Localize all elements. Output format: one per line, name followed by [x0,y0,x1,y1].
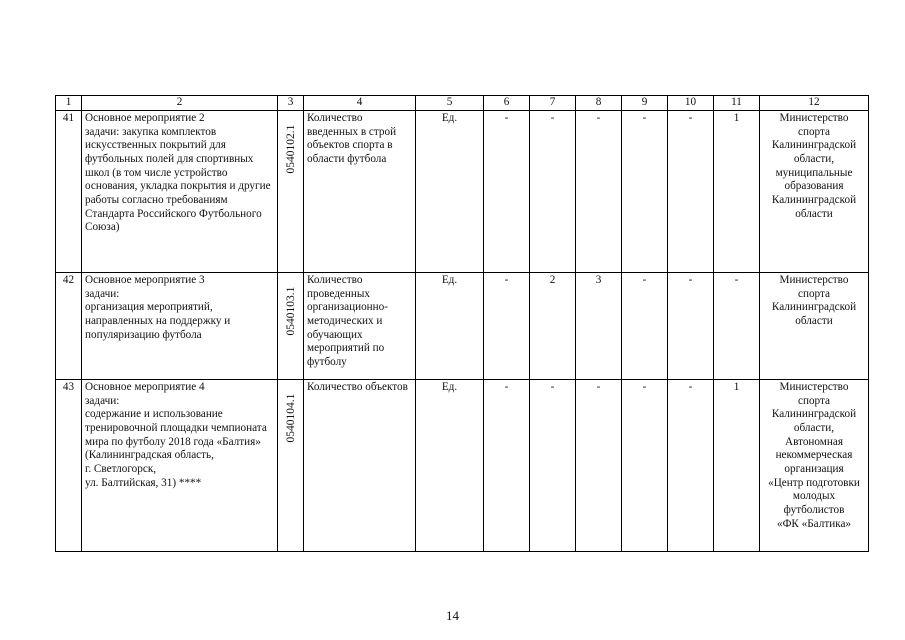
value-col-7: 2 [530,273,576,380]
responsible-executor: Министерство спорта Калининградской области, Автономная некоммерческая организация «Центр подготовки молодых футболистов «ФК «Балтика» [760,380,869,552]
page-number: 14 [446,608,459,623]
header-col-1: 1 [56,96,82,111]
value-col-9: - [622,273,668,380]
header-col-4: 4 [304,96,416,111]
header-col-12: 12 [760,96,869,111]
value-col-8: 3 [576,273,622,380]
value-col-6: - [484,380,530,552]
value-col-6: - [484,273,530,380]
header-col-10: 10 [668,96,714,111]
value-col-6: - [484,111,530,273]
unit: Ед. [416,380,484,552]
value-col-7: - [530,111,576,273]
budget-code: 0540103.1 [284,286,297,336]
header-col-6: 6 [484,96,530,111]
value-col-10: - [668,380,714,552]
header-col-3: 3 [278,96,304,111]
responsible-executor: Министерство спорта Калининградской области [760,273,869,380]
value-col-7: - [530,380,576,552]
value-col-8: - [576,111,622,273]
indicator-name: Количество введенных в строй объектов спорта в области футбола [304,111,416,273]
table-row [56,380,869,552]
value-col-10: - [668,111,714,273]
table-row [56,111,869,273]
header-col-11: 11 [714,96,760,111]
header-row [56,96,869,111]
budget-code-cell [278,273,304,380]
value-col-11: 1 [714,380,760,552]
unit: Ед. [416,273,484,380]
header-col-2: 2 [82,96,278,111]
value-col-9: - [622,111,668,273]
value-col-10: - [668,273,714,380]
responsible-executor: Министерство спорта Калининградской области, муниципальные образования Калининградской области [760,111,869,273]
budget-code: 0540104.1 [284,393,297,443]
header-col-5: 5 [416,96,484,111]
budget-code: 0540102.1 [284,124,297,174]
event-description: Основное мероприятие 2 задачи: закупка комплектов искусственных покрытий для футбольных полей для спортивных школ (в том числе устройство основания, укладка покрытия и другие работы согласно требованиям Стандарта Российского Футбольного Союза) [82,111,278,273]
budget-code-cell [278,111,304,273]
event-description: Основное мероприятие 3 задачи: организация мероприятий, направленных на поддержку и популяризацию футбола [82,273,278,380]
table-row [56,273,869,380]
row-number: 43 [56,380,82,552]
header-col-8: 8 [576,96,622,111]
value-col-8: - [576,380,622,552]
value-col-11: - [714,273,760,380]
event-description: Основное мероприятие 4 задачи: содержание и использование тренировочной площадки чемпионата мира по футболу 2018 года «Балтия» (Калининградская область, г. Светлогорск, ул. Балтийская, 31) **** [82,380,278,552]
budget-code-cell [278,380,304,552]
indicator-name: Количество объектов [304,380,416,552]
row-number: 41 [56,111,82,273]
header-col-7: 7 [530,96,576,111]
indicator-name: Количество проведенных организационно-методических и обучающих мероприятий по футболу [304,273,416,380]
value-col-11: 1 [714,111,760,273]
row-number: 42 [56,273,82,380]
header-col-9: 9 [622,96,668,111]
value-col-9: - [622,380,668,552]
unit: Ед. [416,111,484,273]
program-table [55,95,869,552]
